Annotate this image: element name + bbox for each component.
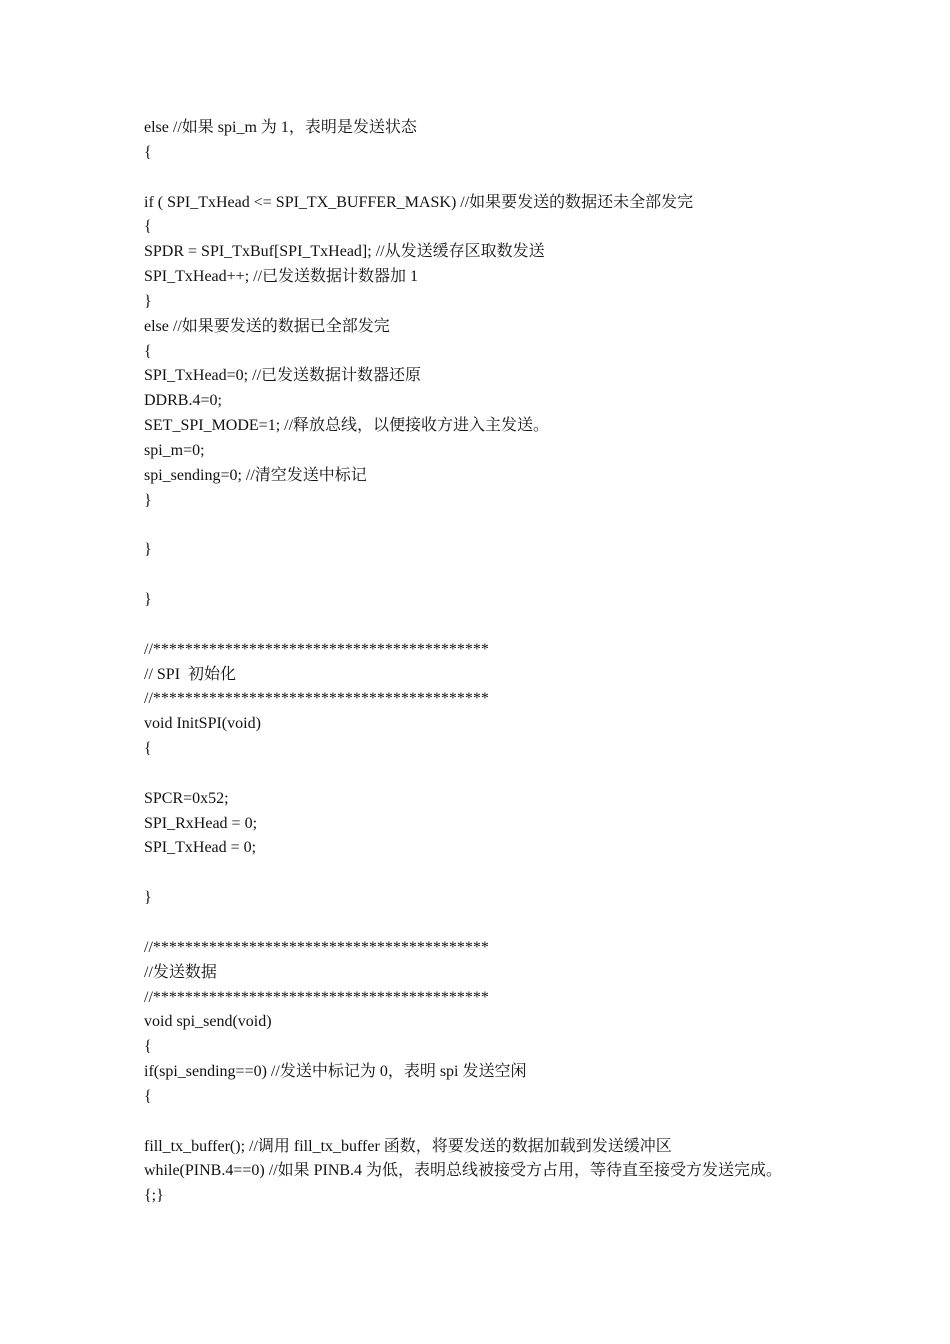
code-line: spi_m=0; bbox=[144, 441, 205, 459]
code-line: while(PINB.4==0) //如果 PINB.4 为低，表明总线被接受方占用，等待直至接受方发送完成。 bbox=[144, 1162, 783, 1180]
code-line bbox=[144, 514, 934, 539]
code-line: SPDR = SPI_TxBuf[SPI_TxHead]; //从发送缓存区取数发送 bbox=[144, 243, 545, 261]
code-line: if(spi_sending==0) //发送中标记为 0，表明 spi 发送空闲 bbox=[144, 1063, 527, 1081]
comment-separator: //****************************************** bbox=[144, 640, 489, 658]
code-line: SPCR=0x52; bbox=[144, 789, 229, 807]
code-line: } bbox=[144, 591, 152, 609]
code-line: DDRB.4=0; bbox=[144, 392, 222, 410]
section-heading: //发送数据 bbox=[144, 963, 217, 981]
code-line: { bbox=[144, 740, 152, 758]
code-line: fill_tx_buffer(); //调用 fill_tx_buffer 函数，将要发送的数据加载到发送缓冲区 bbox=[144, 1137, 672, 1155]
code-line bbox=[144, 861, 934, 886]
comment-separator: //****************************************** bbox=[144, 938, 489, 956]
code-line: { bbox=[144, 218, 152, 236]
code-line: } bbox=[144, 292, 152, 310]
code-line bbox=[144, 762, 934, 787]
function-signature: void InitSPI(void) bbox=[144, 715, 261, 733]
code-line: SPI_TxHead = 0; bbox=[144, 839, 257, 857]
code-line: else //如果要发送的数据已全部发完 bbox=[144, 317, 390, 335]
function-signature: void spi_send(void) bbox=[144, 1013, 272, 1031]
code-line bbox=[144, 1110, 934, 1135]
code-line: { bbox=[144, 1038, 152, 1056]
code-line bbox=[144, 613, 934, 638]
code-line: SPI_TxHead=0; //已发送数据计数器还原 bbox=[144, 367, 422, 385]
code-line: { bbox=[144, 143, 152, 161]
code-line: spi_sending=0; //清空发送中标记 bbox=[144, 466, 367, 484]
code-line: } bbox=[144, 541, 152, 559]
code-line: } bbox=[144, 889, 152, 907]
code-line: else //如果 spi_m 为 1，表明是发送状态 bbox=[144, 119, 417, 136]
code-line bbox=[144, 911, 934, 936]
code-line: SPI_TxHead++; //已发送数据计数器加 1 bbox=[144, 268, 419, 286]
code-listing bbox=[144, 116, 934, 1209]
comment-separator: //****************************************** bbox=[144, 690, 489, 708]
code-line bbox=[144, 166, 934, 191]
code-line: { bbox=[144, 342, 152, 360]
code-line: SET_SPI_MODE=1; //释放总线，以便接收方进入主发送。 bbox=[144, 417, 550, 435]
code-line: { bbox=[144, 1087, 152, 1105]
code-line bbox=[144, 563, 934, 588]
code-line: if ( SPI_TxHead <= SPI_TX_BUFFER_MASK) //如果要发送的数据还未全部发完 bbox=[144, 193, 694, 211]
section-heading: // SPI 初始化 bbox=[144, 665, 237, 683]
code-line: SPI_RxHead = 0; bbox=[144, 814, 258, 832]
code-line: {;} bbox=[144, 1187, 164, 1205]
code-line: } bbox=[144, 491, 152, 509]
comment-separator: //****************************************** bbox=[144, 988, 489, 1006]
